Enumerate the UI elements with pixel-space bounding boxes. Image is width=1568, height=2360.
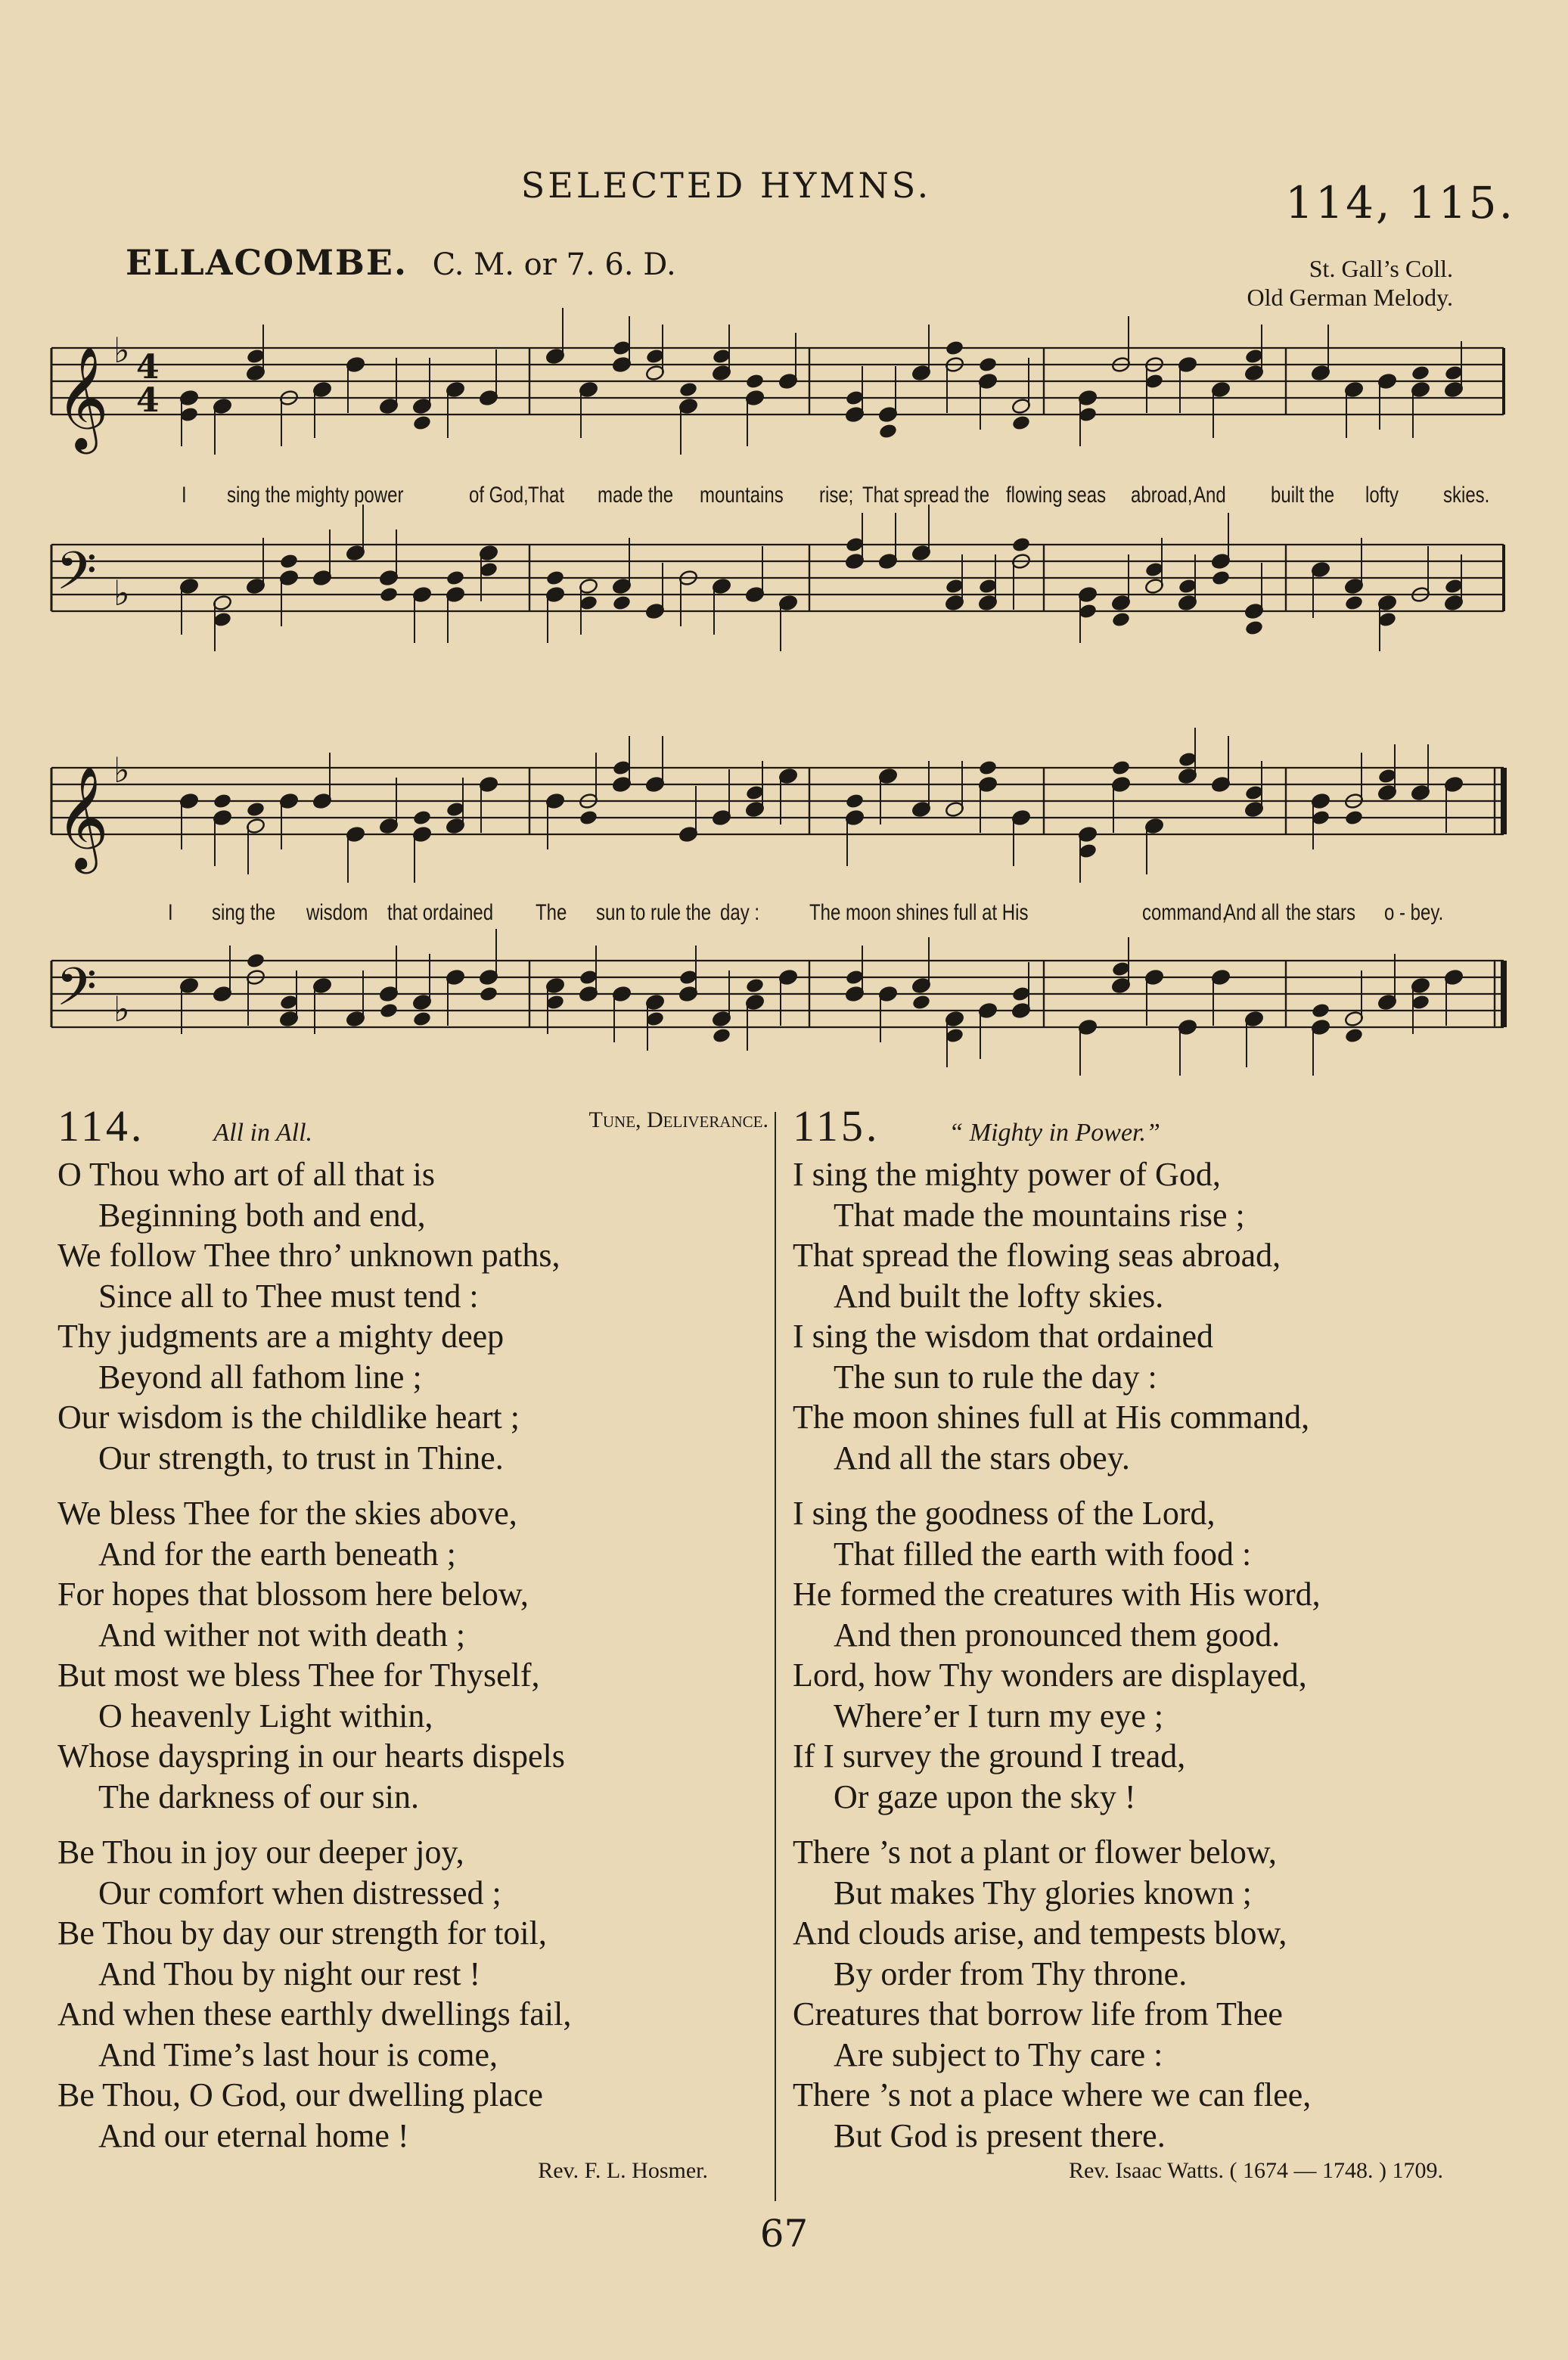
treble-staff-1 bbox=[0, 325, 1568, 492]
hymn-line: We follow Thee thro’ unknown paths, bbox=[57, 1237, 560, 1274]
lyric-syllable: command, bbox=[1142, 900, 1228, 925]
lyric-syllable: flowing seas bbox=[1006, 483, 1107, 508]
note-head bbox=[246, 952, 265, 970]
hymn-line: By order from Thy throne. bbox=[834, 1955, 1188, 1992]
bass-clef-icon: 𝄢 bbox=[56, 956, 98, 1030]
lyric-syllable: lofty bbox=[1365, 483, 1399, 508]
hymn-line: If I survey the ground I tread, bbox=[793, 1737, 1186, 1775]
note-head bbox=[479, 986, 498, 1003]
flat-icon: ♭ bbox=[113, 330, 130, 371]
hymn-subtitle: All in All. bbox=[213, 1119, 313, 1147]
lyric-syllable: day : bbox=[720, 900, 760, 925]
note-head bbox=[845, 793, 865, 810]
note-head bbox=[1344, 595, 1364, 612]
hymn-line: Whose dayspring in our hearts dispels bbox=[57, 1737, 565, 1775]
hymn-line: Our comfort when distressed ; bbox=[98, 1874, 501, 1911]
note-head bbox=[1011, 415, 1031, 432]
hymn-line: Thy judgments are a mighty deep bbox=[57, 1318, 505, 1355]
hymn-line: Beginning both and end, bbox=[98, 1196, 426, 1234]
lyric-syllable: I bbox=[182, 483, 187, 508]
hymn-line: And built the lofty skies. bbox=[834, 1277, 1164, 1315]
treble-staff-2 bbox=[0, 745, 1568, 911]
note-head bbox=[579, 809, 598, 827]
hymn-line: There ’s not a plant or flower below, bbox=[793, 1834, 1277, 1871]
note-head bbox=[446, 570, 465, 587]
lyric-syllable: mountains bbox=[700, 483, 784, 508]
tune-heading bbox=[126, 242, 676, 283]
hymn-line: Our wisdom is the childlike heart ; bbox=[57, 1399, 520, 1436]
hymn-115 bbox=[793, 1101, 1519, 2186]
hymn-line: But makes Thy glories known ; bbox=[834, 1874, 1252, 1911]
note-head bbox=[1344, 1027, 1364, 1045]
hymn-line: And our eternal home ! bbox=[98, 2116, 409, 2154]
hymn-line: We bless Thee for the skies above, bbox=[57, 1495, 517, 1532]
lyric-syllable: And bbox=[1194, 483, 1226, 508]
hymn-subtitle: “ Mighty in Power.” bbox=[949, 1119, 1160, 1147]
note-head bbox=[379, 586, 399, 604]
note-head bbox=[412, 415, 432, 432]
lyric-syllable: And all bbox=[1224, 900, 1280, 925]
hymn-line: Lord, how Thy wonders are displayed, bbox=[793, 1657, 1307, 1694]
note-head bbox=[1244, 620, 1264, 637]
hymn-115-stanzas bbox=[793, 1154, 1519, 2156]
lyric-syllable: skies. bbox=[1443, 483, 1490, 508]
hymn-numbers: 114, 115. bbox=[1285, 177, 1515, 228]
tune-meter: C. M. or 7. 6. D. bbox=[432, 247, 676, 282]
time-signature-top: 4 bbox=[136, 348, 160, 387]
note-head bbox=[1411, 365, 1430, 382]
lyric-syllable: The moon shines full at His bbox=[809, 900, 1029, 925]
lyric-syllable: o - bey. bbox=[1384, 900, 1444, 925]
note-head bbox=[412, 809, 432, 827]
hymn-line: And when these earthly dwellings fail, bbox=[57, 1995, 572, 2032]
note-head bbox=[945, 340, 964, 357]
hymn-line: The darkness of our sin. bbox=[98, 1778, 420, 1815]
note-head bbox=[878, 423, 898, 440]
note-head bbox=[978, 759, 998, 777]
hymn-line: Be Thou by day our strength for toil, bbox=[57, 1914, 547, 1952]
hymn-line: And for the earth beneath ; bbox=[98, 1535, 456, 1573]
bass-staff-1 bbox=[0, 522, 1568, 688]
tune-name: ELLACOMBE. bbox=[126, 242, 408, 283]
note-head bbox=[745, 373, 765, 390]
hymn-115-heading bbox=[793, 1101, 1519, 1154]
author: Rev. F. L. Hosmer. bbox=[538, 2158, 708, 2183]
page-number: 67 bbox=[759, 2212, 809, 2256]
lyric-syllable: I bbox=[168, 900, 173, 925]
hymn-number: 114. bbox=[57, 1101, 145, 1150]
note-head bbox=[412, 1011, 432, 1028]
note-head bbox=[1111, 759, 1131, 777]
lyric-syllable: wisdom bbox=[306, 900, 368, 925]
hymn-line: That made the mountains rise ; bbox=[834, 1196, 1245, 1234]
lyric-syllable: That bbox=[528, 483, 565, 508]
hymn-line: He formed the creatures with His word, bbox=[793, 1576, 1321, 1613]
hymn-line: I sing the wisdom that ordained bbox=[793, 1318, 1214, 1355]
flat-icon: ♭ bbox=[113, 750, 130, 790]
note-head bbox=[1311, 1002, 1330, 1020]
hymn-line: There ’s not a place where we can flee, bbox=[793, 2076, 1312, 2113]
note-head bbox=[545, 570, 565, 587]
lyrics-line-1 bbox=[0, 483, 1568, 520]
hymn-line: Where’er I turn my eye ; bbox=[834, 1697, 1164, 1734]
note-head bbox=[978, 356, 998, 374]
lyric-syllable: the stars bbox=[1286, 900, 1356, 925]
lyric-syllable: sun to rule the bbox=[596, 900, 712, 925]
hymn-line: And then pronounced them good. bbox=[834, 1616, 1281, 1654]
note-head bbox=[1111, 611, 1131, 629]
lyric-syllable: of God, bbox=[469, 483, 529, 508]
note-head bbox=[612, 595, 632, 612]
note-head bbox=[712, 1027, 731, 1045]
lyric-syllable: sing the mighty power bbox=[227, 483, 404, 508]
hymn-114 bbox=[57, 1101, 768, 2186]
hymn-114-stanzas bbox=[57, 1154, 768, 2156]
hymn-114-heading bbox=[57, 1101, 768, 1154]
hymn-line: But God is present there. bbox=[834, 2116, 1166, 2154]
treble-clef-icon: 𝄞 bbox=[56, 345, 109, 449]
lyric-syllable: that ordained bbox=[387, 900, 494, 925]
hymn-line: And all the stars obey. bbox=[834, 1439, 1130, 1477]
column-divider bbox=[775, 1112, 776, 2201]
bass-staff-2 bbox=[0, 938, 1568, 1104]
tune-source-collection: St. Gall’s Coll. bbox=[1309, 255, 1453, 282]
hymn-line: And clouds arise, and tempests blow, bbox=[793, 1914, 1287, 1952]
running-head: SELECTED HYMNS. bbox=[520, 165, 932, 206]
hymn-line: Since all to Thee must tend : bbox=[98, 1277, 479, 1315]
hymn-line: For hopes that blossom here below, bbox=[57, 1576, 529, 1613]
flat-icon: ♭ bbox=[113, 989, 130, 1029]
lyric-syllable: rise; bbox=[819, 483, 854, 508]
bass-clef-icon: 𝄢 bbox=[56, 540, 98, 614]
hymn-line: Creatures that borrow life from Thee bbox=[793, 1995, 1283, 2032]
note-head bbox=[1011, 536, 1031, 554]
treble-clef-icon: 𝄞 bbox=[56, 765, 109, 869]
hymn-line: And wither not with death ; bbox=[98, 1616, 466, 1654]
lyric-syllable: abroad, bbox=[1131, 483, 1193, 508]
lyric-syllable: The bbox=[536, 900, 567, 925]
hymn-line: And Time’s last hour is come, bbox=[98, 2036, 498, 2073]
hymn-line: Be Thou, O God, our dwelling place bbox=[57, 2076, 543, 2113]
lyric-syllable: That spread the bbox=[862, 483, 990, 508]
hymn-line: I sing the mighty power of God, bbox=[793, 1156, 1221, 1193]
tune-source bbox=[1247, 254, 1453, 312]
hymn-line: Our strength, to trust in Thine. bbox=[98, 1439, 504, 1477]
lyrics-line-2 bbox=[0, 900, 1568, 938]
tune-source-melody: Old German Melody. bbox=[1247, 284, 1453, 311]
time-signature-bottom: 4 bbox=[136, 381, 160, 420]
note-head bbox=[1211, 570, 1231, 587]
author: Rev. Isaac Watts. ( 1674 — 1748. ) 1709. bbox=[1069, 2158, 1443, 2183]
lyric-syllable: sing the bbox=[212, 900, 276, 925]
hymn-number: 115. bbox=[793, 1101, 880, 1150]
hymn-line: The sun to rule the day : bbox=[834, 1358, 1157, 1396]
lyric-syllable: made the bbox=[598, 483, 674, 508]
note-head bbox=[745, 977, 765, 995]
hymn-line: The moon shines full at His command, bbox=[793, 1399, 1310, 1436]
note-head bbox=[246, 801, 265, 818]
hymn-line: O heavenly Light within, bbox=[98, 1697, 433, 1734]
note-head bbox=[279, 553, 299, 570]
lyric-syllable: built the bbox=[1271, 483, 1335, 508]
hymn-line: Or gaze upon the sky ! bbox=[834, 1778, 1136, 1815]
hymn-line: That spread the flowing seas abroad, bbox=[793, 1237, 1281, 1274]
note-head bbox=[678, 381, 698, 399]
note-head bbox=[911, 994, 931, 1011]
hymn-line: Beyond all fathom line ; bbox=[98, 1358, 422, 1396]
hymn-line: And Thou by night our rest ! bbox=[98, 1955, 481, 1992]
hymn-line: O Thou who art of all that is bbox=[57, 1156, 435, 1193]
tune-reference: Tune, Deliverance. bbox=[588, 1107, 768, 1132]
note-head bbox=[213, 793, 232, 810]
note-head bbox=[379, 1002, 399, 1020]
hymn-line: But most we bless Thee for Thyself, bbox=[57, 1657, 540, 1694]
flat-icon: ♭ bbox=[113, 573, 130, 613]
hymn-line: I sing the goodness of the Lord, bbox=[793, 1495, 1216, 1532]
hymn-line: That filled the earth with food : bbox=[834, 1535, 1252, 1573]
hymn-line: Are subject to Thy care : bbox=[834, 2036, 1163, 2073]
hymn-line: Be Thou in joy our deeper joy, bbox=[57, 1834, 464, 1871]
note-head bbox=[1344, 809, 1364, 827]
